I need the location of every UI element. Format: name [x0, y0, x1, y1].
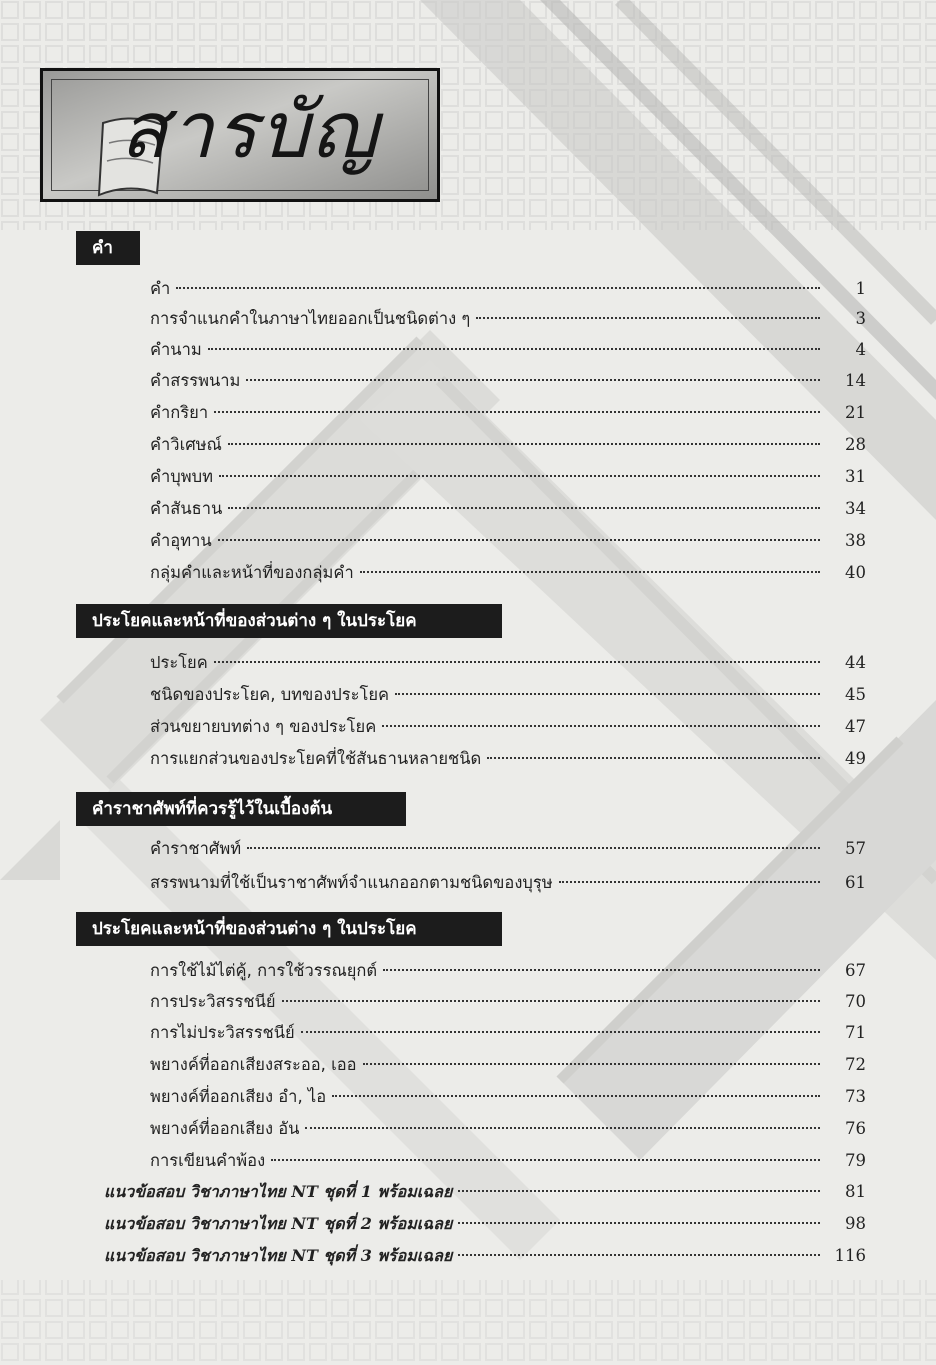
toc-item[interactable] [150, 368, 866, 396]
toc-item-page: 1 [855, 279, 866, 298]
toc-item-label: คำบุพบท [150, 467, 214, 486]
toc-item[interactable] [150, 746, 866, 774]
toc-item[interactable] [150, 1116, 866, 1144]
toc-item[interactable] [150, 276, 866, 304]
toc-item-page: 49 [845, 749, 866, 768]
dot-leader [228, 443, 820, 445]
exam-item-label: แนวข้อสอบ วิชาภาษาไทย NT ชุดที่ 3 พร้อมเฉลย [104, 1246, 453, 1265]
toc-item-label: การจำแนกคำในภาษาไทยออกเป็นชนิดต่าง ๆ [150, 309, 471, 328]
dot-leader [214, 411, 820, 413]
toc-item-page: 4 [855, 340, 866, 359]
section-heading-1: คำ [76, 231, 140, 265]
toc-item-page: 76 [845, 1119, 866, 1138]
dot-leader [282, 1000, 820, 1002]
toc-item[interactable] [150, 560, 866, 588]
toc-item-label: การใช้ไม้ไต่คู้, การใช้วรรณยุกต์ [150, 961, 378, 980]
toc-item-page: 73 [845, 1087, 866, 1106]
page-title: สารบัญ [120, 86, 380, 176]
dot-leader [219, 475, 820, 477]
toc-item-page: 70 [845, 992, 866, 1011]
dot-leader [382, 725, 820, 727]
exam-item-page: 81 [845, 1182, 866, 1201]
dot-leader [360, 571, 820, 573]
dot-leader [301, 1031, 820, 1033]
section-heading-2: ประโยคและหน้าที่ของส่วนต่าง ๆ ในประโยค [76, 604, 502, 638]
section-heading-4: ประโยคและหน้าที่ของส่วนต่าง ๆ ในประโยค [76, 912, 502, 946]
toc-item[interactable] [150, 650, 866, 678]
toc-item-page: 72 [845, 1055, 866, 1074]
toc-item[interactable] [150, 714, 866, 742]
toc-item-page: 21 [845, 403, 866, 422]
dot-leader [271, 1159, 820, 1161]
dot-leader [246, 379, 820, 381]
toc-item-label: การเขียนคำพ้อง [150, 1151, 266, 1170]
toc-item-label: คำกริยา [150, 403, 209, 422]
toc-item-label: การไม่ประวิสรรชนีย์ [150, 1023, 295, 1042]
dot-leader [332, 1095, 820, 1097]
toc-item[interactable] [150, 400, 866, 428]
toc-item-page: 28 [845, 435, 866, 454]
dot-leader [458, 1222, 820, 1224]
dot-leader [395, 693, 820, 695]
dot-leader [305, 1127, 820, 1129]
dot-leader [363, 1063, 820, 1065]
toc-item[interactable] [150, 1148, 866, 1176]
toc-item[interactable] [150, 432, 866, 460]
dot-leader [487, 757, 820, 759]
toc-item-label: การแยกส่วนของประโยคที่ใช้สันธานหลายชนิด [150, 749, 482, 768]
dot-leader [476, 317, 820, 319]
toc-item-label: คำสรรพนาม [150, 371, 241, 390]
toc-item-label: สรรพนามที่ใช้เป็นราชาศัพท์จำแนกออกตามชนิดของบุรุษ [150, 873, 553, 892]
toc-item-label: ประโยค [150, 653, 208, 672]
dot-leader [176, 287, 820, 289]
toc-item-label: ส่วนขยายบทต่าง ๆ ของประโยค [150, 717, 377, 736]
section-heading-3: คำราชาศัพท์ที่ควรรู้ไว้ในเบื้องต้น [76, 792, 406, 826]
toc-item-label: พยางค์ที่ออกเสียงสระออ, เออ [150, 1055, 357, 1074]
toc-item-page: 44 [845, 653, 866, 672]
toc-item[interactable] [150, 306, 866, 334]
toc-item-label: คำสันธาน [150, 499, 223, 518]
toc-item[interactable] [150, 337, 866, 365]
toc-item-label: คำ [150, 279, 171, 298]
toc-item-label: ชนิดของประโยค, บทของประโยค [150, 685, 390, 704]
dot-leader [458, 1254, 820, 1256]
exam-item-label: แนวข้อสอบ วิชาภาษาไทย NT ชุดที่ 1 พร้อมเฉลย [104, 1182, 453, 1201]
toc-item[interactable] [150, 464, 866, 492]
toc-item[interactable] [150, 1020, 866, 1048]
toc-item-page: 57 [845, 839, 866, 858]
toc-item[interactable] [150, 989, 866, 1017]
toc-item-page: 61 [845, 873, 866, 892]
dot-leader [458, 1190, 820, 1192]
dot-leader [208, 348, 820, 350]
exam-item-page: 116 [834, 1246, 866, 1265]
toc-item-label: คำนาม [150, 340, 202, 359]
toc-item[interactable] [150, 1084, 866, 1112]
toc-item[interactable] [150, 528, 866, 556]
exam-item[interactable] [104, 1180, 866, 1208]
toc-item-label: พยางค์ที่ออกเสียง อำ, ไอ [150, 1087, 327, 1106]
toc-item-page: 40 [845, 563, 866, 582]
toc-item-page: 31 [845, 467, 866, 486]
exam-item[interactable] [104, 1244, 866, 1272]
toc-item-label: การประวิสรรชนีย์ [150, 992, 276, 1011]
toc-item-label: คำอุทาน [150, 531, 212, 550]
dot-leader [383, 969, 820, 971]
toc-item[interactable] [150, 958, 866, 986]
toc-item-page: 47 [845, 717, 866, 736]
toc-item-label: พยางค์ที่ออกเสียง อัน [150, 1119, 300, 1138]
toc-item-label: คำวิเศษณ์ [150, 435, 222, 454]
toc-item[interactable] [150, 836, 866, 864]
dot-leader [247, 847, 820, 849]
toc-item-page: 67 [845, 961, 866, 980]
dot-leader [218, 539, 820, 541]
dot-leader [214, 661, 820, 663]
toc-item[interactable] [150, 1052, 866, 1080]
exam-item[interactable] [104, 1212, 866, 1240]
toc-item-page: 3 [855, 309, 866, 328]
dot-leader [228, 507, 820, 509]
toc-item[interactable] [150, 496, 866, 524]
dot-leader [559, 881, 820, 883]
toc-item-page: 34 [845, 499, 866, 518]
toc-item[interactable] [150, 870, 866, 898]
toc-item-page: 38 [845, 531, 866, 550]
toc-item-label: กลุ่มคำและหน้าที่ของกลุ่มคำ [150, 563, 354, 582]
toc-item-label: คำราชาศัพท์ [150, 839, 242, 858]
toc-item-page: 79 [845, 1151, 866, 1170]
exam-item-label: แนวข้อสอบ วิชาภาษาไทย NT ชุดที่ 2 พร้อมเฉลย [104, 1214, 453, 1233]
toc-item-page: 45 [845, 685, 866, 704]
toc-item-page: 71 [845, 1023, 866, 1042]
toc-item-page: 14 [845, 371, 866, 390]
toc-item[interactable] [150, 682, 866, 710]
exam-item-page: 98 [845, 1214, 866, 1233]
